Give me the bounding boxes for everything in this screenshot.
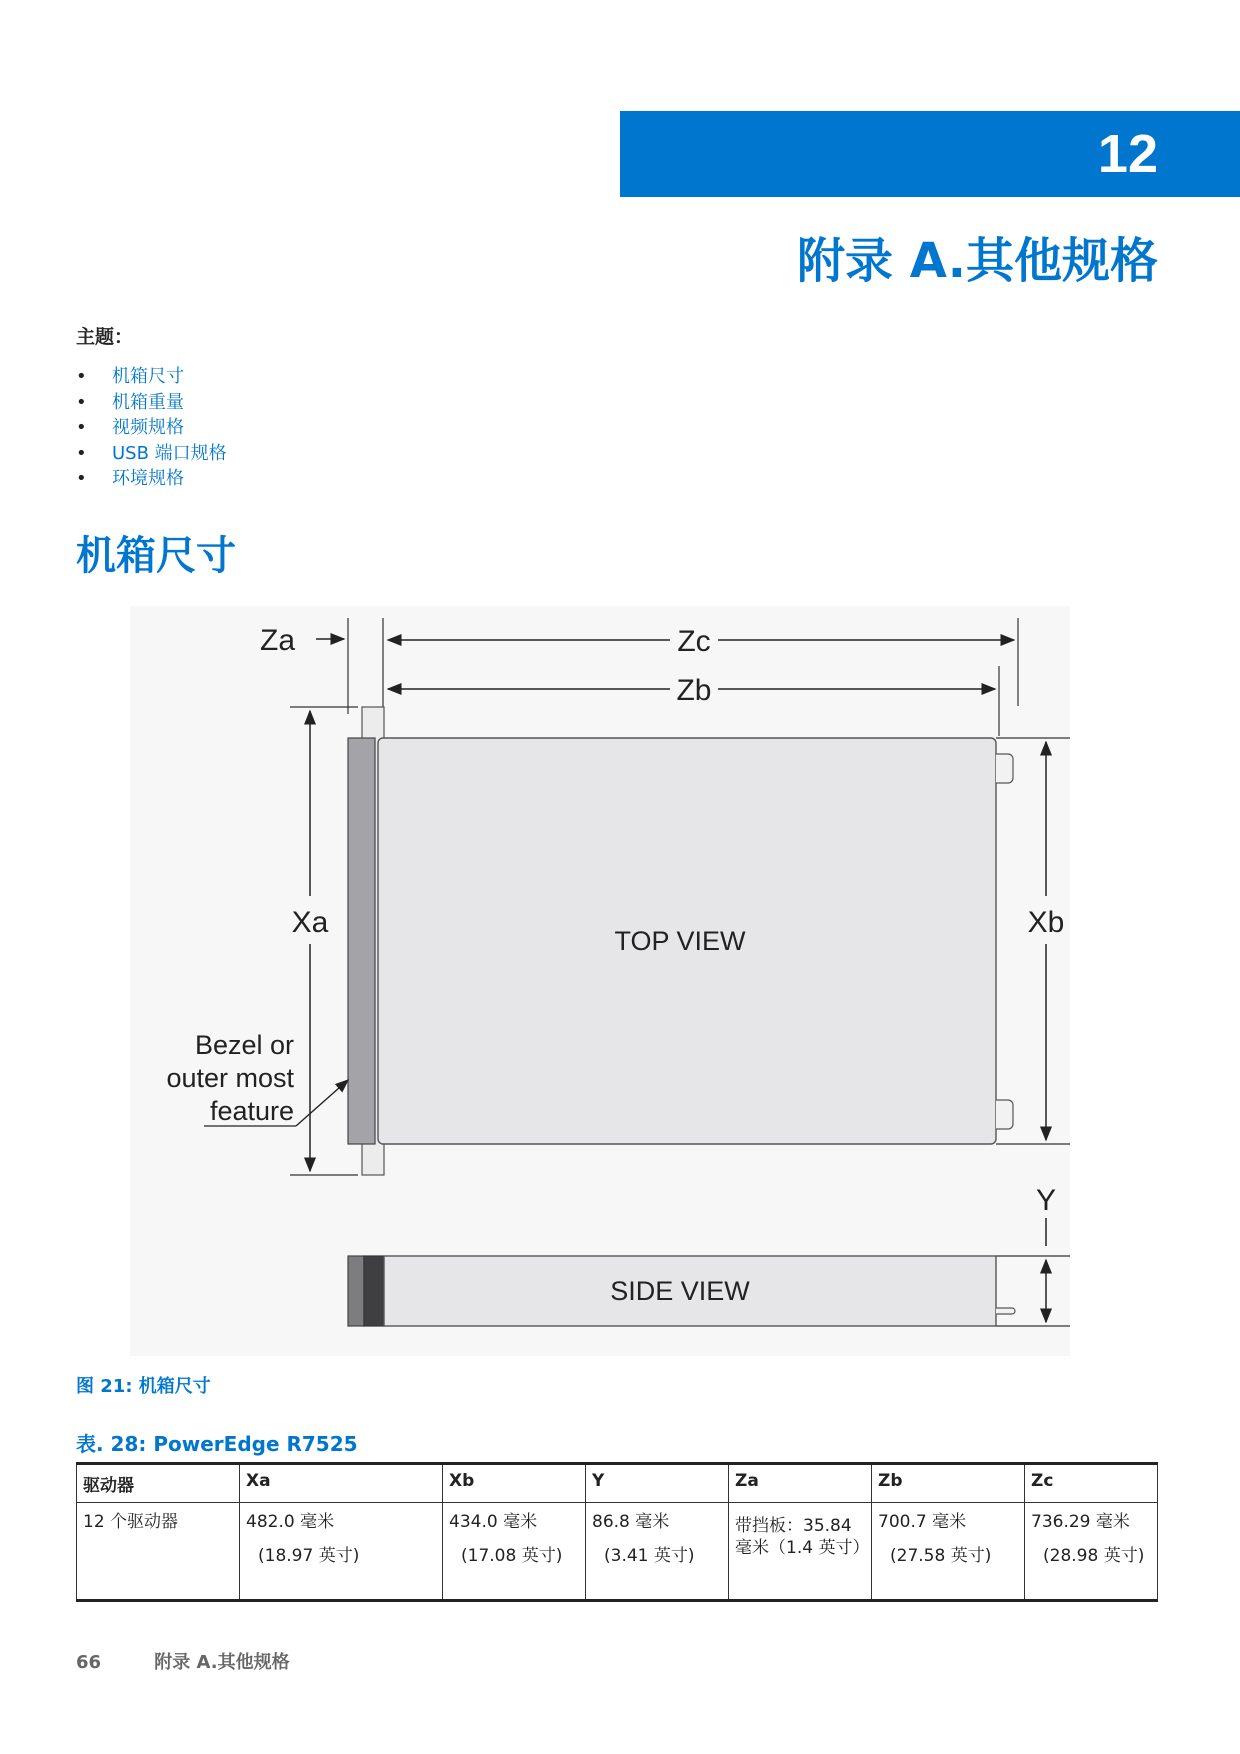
label-bezel-line2: outer most xyxy=(166,1063,294,1093)
page-number: 66 xyxy=(76,1652,102,1673)
rear-handle-bottom xyxy=(996,1100,1013,1129)
topic-list xyxy=(76,364,227,492)
header-za: Za xyxy=(729,1464,872,1503)
topic-item xyxy=(76,415,227,441)
label-zb: Zb xyxy=(676,674,712,707)
zc-mm: 736.29 毫米 xyxy=(1031,1512,1130,1532)
bullet-icon: • xyxy=(76,366,87,387)
topic-link-usb-specs[interactable]: USB 端口规格 xyxy=(112,442,227,464)
topic-link-chassis-weight[interactable]: 机箱重量 xyxy=(112,391,184,413)
xb-mm: 434.0 毫米 xyxy=(449,1512,538,1532)
topic-link-chassis-dimensions[interactable]: 机箱尺寸 xyxy=(112,366,184,387)
label-xb: Xb xyxy=(1027,906,1065,939)
za-value: 带挡板：35.84 毫米（1.4 英寸） xyxy=(735,1516,870,1558)
bullet-icon: • xyxy=(76,417,87,438)
side-handle xyxy=(996,1308,1015,1314)
chassis-dimensions-figure xyxy=(130,606,1070,1356)
label-zc: Zc xyxy=(677,625,711,658)
zb-mm: 700.7 毫米 xyxy=(878,1512,967,1532)
figure-caption: 图 21: 机箱尺寸 xyxy=(76,1376,211,1397)
label-bezel-line3: feature xyxy=(209,1096,294,1126)
table-header-row xyxy=(77,1464,1158,1503)
label-side-view: SIDE VIEW xyxy=(610,1276,750,1306)
label-y: Y xyxy=(1035,1184,1057,1217)
cell-xa xyxy=(240,1503,443,1601)
header-xa: Xa xyxy=(240,1464,443,1503)
header-y: Y xyxy=(586,1464,729,1503)
bullet-icon: • xyxy=(76,442,87,464)
table-row xyxy=(77,1503,1158,1601)
bezel xyxy=(348,738,375,1144)
y-mm: 86.8 毫米 xyxy=(592,1512,670,1532)
cell-za xyxy=(729,1503,872,1601)
zc-in: (28.98 英寸) xyxy=(1043,1546,1145,1566)
footer-title: 附录 A.其他规格 xyxy=(154,1652,290,1673)
topic-item xyxy=(76,364,227,390)
bullet-icon: • xyxy=(76,468,87,489)
topic-link-environment-specs[interactable]: 环境规格 xyxy=(112,468,184,489)
section-title: 机箱尺寸 xyxy=(76,533,236,579)
label-top-view: TOP VIEW xyxy=(614,926,746,956)
label-bezel-line1: Bezel or xyxy=(194,1030,294,1060)
chapter-number-banner xyxy=(620,111,1240,197)
xb-in: (17.08 英寸) xyxy=(461,1546,563,1566)
header-xb: Xb xyxy=(443,1464,586,1503)
topic-item xyxy=(76,390,227,416)
table-caption: 表. 28: PowerEdge R7525 xyxy=(76,1432,358,1456)
topic-item xyxy=(76,466,227,492)
bullet-icon: • xyxy=(76,391,87,413)
xa-in: (18.97 英寸) xyxy=(258,1546,360,1566)
rear-handle-top xyxy=(996,754,1013,783)
side-front-panel xyxy=(364,1256,384,1326)
cell-drives xyxy=(77,1503,240,1601)
header-zb: Zb xyxy=(872,1464,1025,1503)
label-za: Za xyxy=(260,624,296,657)
cell-xb xyxy=(443,1503,586,1601)
topics-label: 主题： xyxy=(76,326,134,348)
xa-mm: 482.0 毫米 xyxy=(246,1512,335,1532)
chassis-diagram xyxy=(130,606,1070,1356)
chapter-title: 附录 A.其他规格 xyxy=(797,233,1158,289)
y-in: (3.41 英寸) xyxy=(604,1546,695,1566)
cell-zc xyxy=(1025,1503,1158,1601)
cell-y xyxy=(586,1503,729,1601)
label-xa: Xa xyxy=(291,906,329,939)
drives-value: 12 个驱动器 xyxy=(83,1512,179,1532)
page-footer xyxy=(76,1648,290,1674)
chapter-number: 12 xyxy=(1097,124,1158,184)
header-zc: Zc xyxy=(1025,1464,1158,1503)
dimensions-table xyxy=(76,1462,1158,1602)
zb-in: (27.58 英寸) xyxy=(890,1546,992,1566)
cell-zb xyxy=(872,1503,1025,1601)
side-bezel xyxy=(348,1256,364,1326)
header-drives: 驱动器 xyxy=(77,1464,240,1503)
topic-link-video-specs[interactable]: 视频规格 xyxy=(112,417,184,438)
topic-item xyxy=(76,441,227,467)
